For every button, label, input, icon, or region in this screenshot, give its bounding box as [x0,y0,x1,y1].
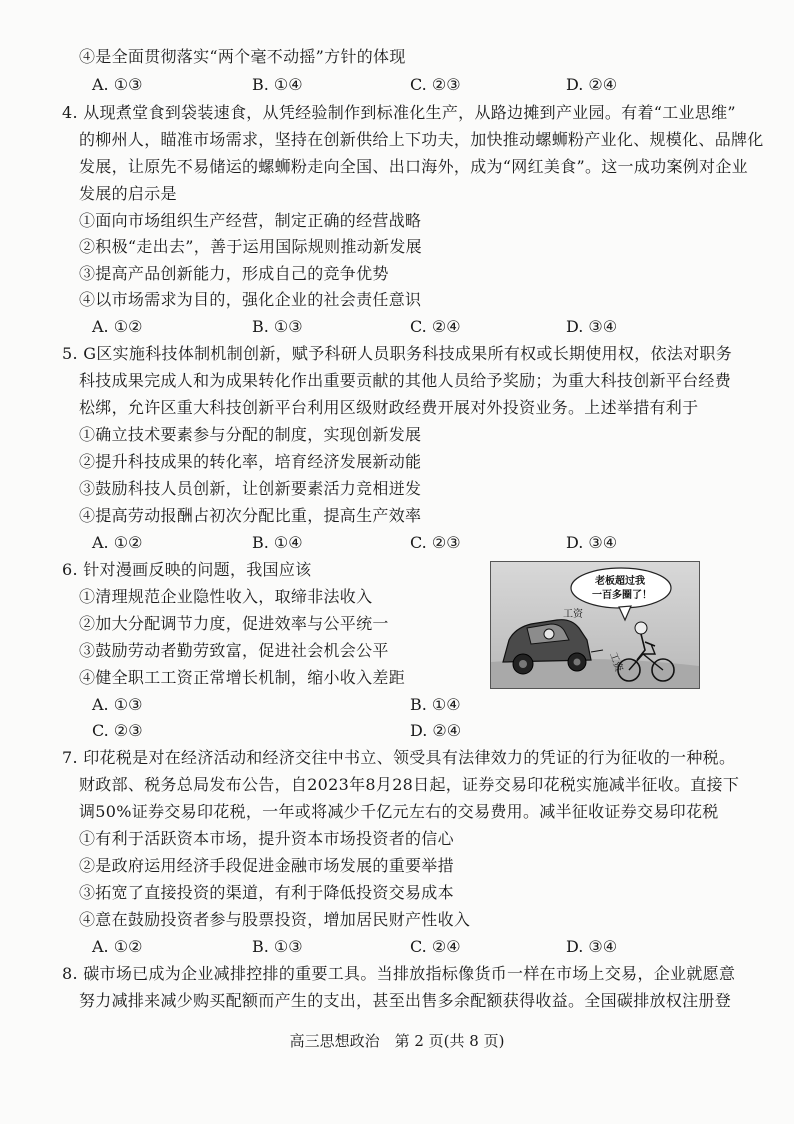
bubble-line-1: 老板超过我 [595,576,645,587]
q4-stem-line-2: 的柳州人，瞄准市场需求，坚持在创新供给上下功夫，加快推动螺蛳粉产业化、规模化、品牌化 [79,130,764,149]
q4-option-c: C. ②④ [410,317,461,336]
q4-item-3: ③提高产品创新能力，形成自己的竞争优势 [79,264,389,283]
q7-stem-line-1: 7. 印花税是对在经济活动和经济交往中书立、领受具有法律效力的凭证的行为征收的一种税。 [62,748,736,767]
q5-option-a: A. ①② [92,533,143,552]
q7-item-2: ②是政府运用经济手段促进金融市场发展的重要举措 [79,856,454,875]
q7-option-a: A. ①② [92,937,143,956]
q5-item-1: ①确立技术要素参与分配的制度，实现创新发展 [79,425,422,444]
q4-stem-line-4: 发展的启示是 [79,184,177,203]
q3-option-b: B. ①④ [252,75,303,94]
q4-stem-line-1: 4. 从现煮堂食到袋装速食，从凭经验制作到标准化生产，从路边摊到产业园。有着“工业思维” [62,103,736,122]
q7-stem-line-3: 调50%证券交易印花税，一年或将减少千亿元左右的交易费用。减半征收证券交易印花税 [79,802,719,821]
q5-stem-line-2: 科技成果完成人和为成果转化作出重要贡献的其他人员给予奖励；为重大科技创新平台经费 [79,371,732,390]
q6-item-4: ④健全职工工资正常增长机制，缩小收入差距 [79,668,406,687]
q6-stem: 6. 针对漫画反映的问题，我国应该 [62,560,312,579]
q7-option-b: B. ①③ [252,937,303,956]
speech-bubble [571,568,671,608]
q5-item-2: ②提升科技成果的转化率，培育经济发展新动能 [79,452,422,471]
q7-item-3: ③拓宽了直接投资的渠道，有利于降低投资交易成本 [79,883,454,902]
q4-option-d: D. ③④ [566,317,618,336]
q8-stem-line-2: 努力减排来减少购买配额而产生的支出，甚至出售多余配额获得收益。全国碳排放权注册登 [79,991,732,1010]
car-label: 工资 [563,609,583,620]
q6-cartoon [490,561,700,689]
q3-option-c: C. ②③ [410,75,461,94]
q7-option-d: D. ③④ [566,937,618,956]
q4-option-b: B. ①③ [252,317,303,336]
q5-stem-line-3: 松绑，允许区重大科技创新平台利用区级财政经费开展对外投资业务。上述举措有利于 [79,398,699,417]
bubble-line-2: 一百多圈了！ [592,590,652,601]
q6-option-d: D. ②④ [410,721,462,740]
q4-item-1: ①面向市场组织生产经营，制定正确的经营战略 [79,211,422,230]
q3-item-4: ④是全面贯彻落实“两个毫不动摇”方针的体现 [79,47,406,66]
q4-option-a: A. ①② [92,317,143,336]
q6-option-a: A. ①③ [92,695,143,714]
page-footer: 高三思想政治 第 2 页(共 8 页) [289,1032,505,1050]
q7-item-4: ④意在鼓励投资者参与股票投资，增加居民财产性收入 [79,910,471,929]
q6-item-2: ②加大分配调节力度，促进效率与公平统一 [79,614,389,633]
q6-item-3: ③鼓励劳动者勤劳致富，促进社会机会公平 [79,641,389,660]
q7-item-1: ①有利于活跃资本市场，提升资本市场投资者的信心 [79,829,454,848]
q6-item-1: ①清理规范企业隐性收入，取缔非法收入 [79,587,373,606]
q4-item-4: ④以市场需求为目的，强化企业的社会责任意识 [79,290,422,309]
cartoon-illustration [491,562,699,688]
q5-option-c: C. ②③ [410,533,461,552]
q7-stem-line-2: 财政部、税务总局发布公告，自2023年8月28日起，证券交易印花税实施减半征收。直接下 [79,775,740,794]
q6-option-b: B. ①④ [410,695,461,714]
q4-item-2: ②积极“走出去”，善于运用国际规则推动新发展 [79,237,422,256]
bike-label: 工资 [607,650,625,674]
q5-option-b: B. ①④ [252,533,303,552]
q7-option-c: C. ②④ [410,937,461,956]
q5-item-4: ④提高劳动报酬占初次分配比重，提高生产效率 [79,506,422,525]
q5-item-3: ③鼓励科技人员创新，让创新要素活力竞相迸发 [79,479,422,498]
q5-option-d: D. ③④ [566,533,618,552]
q4-stem-line-3: 发展，让原先不易储运的螺蛳粉走向全国、出口海外，成为“网红美食”。这一成功案例对企业 [79,157,748,176]
q6-option-c: C. ②③ [92,721,143,740]
q8-stem-line-1: 8. 碳市场已成为企业减排控排的重要工具。当排放指标像货币一样在市场上交易，企业就愿意 [62,964,736,983]
q3-option-a: A. ①③ [92,75,143,94]
q3-option-d: D. ②④ [566,75,618,94]
q5-stem-line-1: 5. G区实施科技体制机制创新，赋予科研人员职务科技成果所有权或长期使用权，依法对职务 [62,344,733,363]
